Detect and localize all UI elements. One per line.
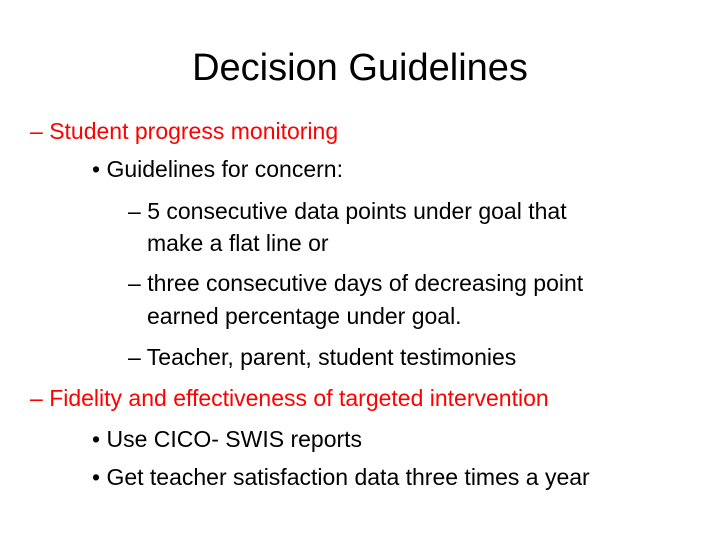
subitem-consecutive-data-points — [128, 196, 567, 226]
subitem-text: Teacher, parent, student testimonies — [146, 344, 517, 370]
dash-marker: – — [128, 198, 141, 224]
section-heading-text: Student progress monitoring — [49, 118, 339, 144]
dash-marker: – — [30, 118, 43, 144]
dash-marker: – — [128, 344, 141, 370]
bullet-text: Guidelines for concern: — [106, 156, 343, 182]
bullet-text: Get teacher satisfaction data three times a year — [106, 464, 590, 490]
bullet-marker: • — [92, 464, 101, 490]
bullet-teacher-satisfaction — [92, 462, 590, 492]
bullet-marker: • — [92, 426, 101, 452]
subitem-continuation — [147, 228, 329, 258]
subitem-text: make a flat line or — [147, 230, 329, 256]
bullet-guidelines-for-concern — [92, 154, 343, 184]
section-heading-progress-monitoring — [30, 116, 338, 146]
section-heading-text: Fidelity and effectiveness of targeted intervention — [49, 385, 549, 411]
bullet-marker: • — [92, 156, 101, 182]
dash-marker: – — [30, 385, 43, 411]
subitem-testimonies — [128, 342, 516, 372]
bullet-cico-swis — [92, 424, 362, 454]
subitem-continuation — [147, 301, 462, 331]
subitem-decreasing-points — [128, 268, 583, 298]
subitem-text: 5 consecutive data points under goal that — [147, 198, 567, 224]
dash-marker: – — [128, 270, 141, 296]
subitem-text: earned percentage under goal. — [147, 303, 462, 329]
section-heading-fidelity — [30, 383, 549, 413]
slide-title: Decision Guidelines — [192, 47, 528, 89]
bullet-text: Use CICO- SWIS reports — [106, 426, 363, 452]
subitem-text: three consecutive days of decreasing point — [147, 270, 584, 296]
